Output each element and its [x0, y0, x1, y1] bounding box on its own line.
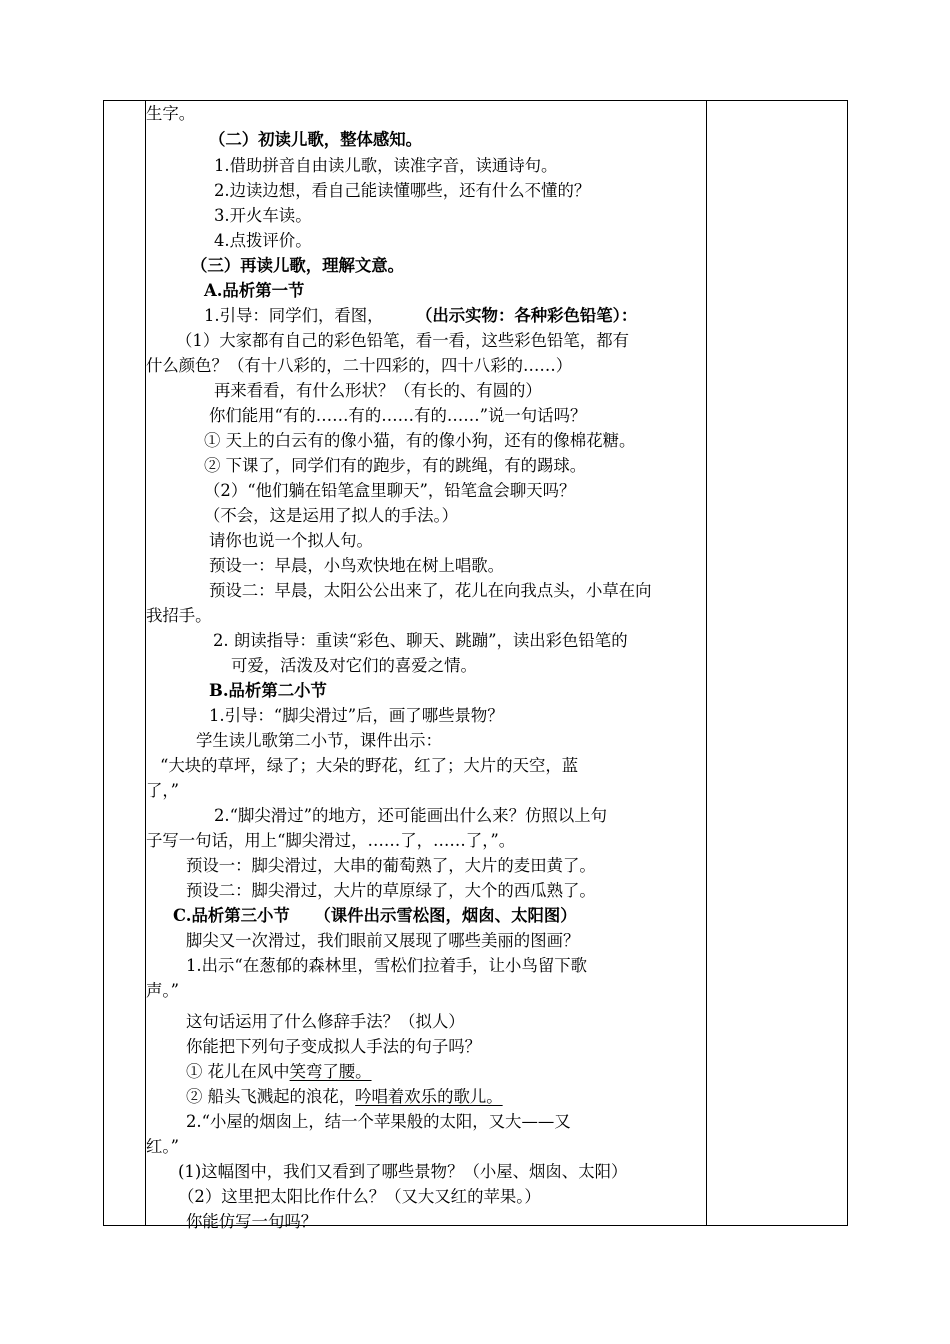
line-text: C.品析第三小节 （课件出示雪松图，烟囱、太阳图）: [173, 906, 577, 925]
text-line: [186, 1210, 317, 1234]
line-text: 1.借助拼音自由读儿歌，读准字音，读通诗句。: [214, 156, 558, 175]
text-line: [186, 954, 587, 978]
line-text: 2.“脚尖滑过”的地方，还可能画出什么来？仿照以上句: [214, 806, 607, 825]
line-text: ① 天上的白云有的像小猫，有的像小狗，还有的像棉花糖。: [204, 431, 636, 450]
text-line: [178, 1160, 627, 1184]
text-line: [214, 804, 607, 828]
bold-note: （出示实物：各种彩色铅笔）：: [416, 306, 638, 325]
line-text: 2.边读边想，看自己能读懂哪些，还有什么不懂的？: [214, 181, 591, 200]
text-line: [204, 279, 304, 303]
line-text: （二）初读儿歌，整体感知。: [209, 130, 423, 149]
text-line: [186, 929, 579, 953]
text-line: [173, 904, 577, 928]
text-line: [186, 879, 596, 903]
text-line: [160, 754, 578, 778]
text-line: [146, 829, 515, 853]
text-line: [214, 204, 312, 228]
text-line: [186, 854, 596, 878]
text-line: [178, 1185, 541, 1209]
line-text: （三）再读儿歌，理解文意。: [191, 256, 405, 275]
text-line: [209, 679, 327, 703]
text-line: [146, 979, 179, 1003]
line-text: 3.开火车读。: [214, 206, 312, 225]
text-line: [186, 1010, 465, 1034]
text-line: [204, 454, 586, 478]
text-line: [209, 554, 504, 578]
line-text: 再来看看，有什么形状？（有长的、有圆的）: [214, 381, 542, 400]
text-line: [146, 779, 179, 803]
text-line: [231, 654, 477, 678]
line-text: 4.点拨评价。: [214, 231, 312, 250]
text-line: [214, 379, 542, 403]
lesson-table: [103, 100, 848, 1231]
line-text: 预设一：早晨，小鸟欢快地在树上唱歌。: [209, 556, 505, 575]
text-line: [186, 1110, 571, 1134]
line-text: 学生读儿歌第二小节，课件出示：: [196, 731, 442, 750]
text-line: [196, 729, 442, 753]
text-line: [146, 354, 572, 378]
line-text: 你能把下列句子变成拟人手法的句子吗？: [186, 1037, 482, 1056]
line-text: (1)这幅图中，我们又看到了哪些景物？（小屋、烟囱、太阳）: [178, 1162, 628, 1181]
line-text: 1.引导：同学们，看图，: [204, 306, 384, 325]
line-text: 2.“小屋的烟囱上，结一个苹果般的太阳，又大——又: [186, 1112, 571, 1131]
text-line: [209, 579, 652, 603]
line-text: ② 船头飞溅起的浪花，: [186, 1087, 356, 1106]
line-text: 预设二：脚尖滑过，大片的草原绿了，大个的西瓜熟了。: [186, 881, 596, 900]
text-line: [204, 304, 638, 328]
line-text: “大块的草坪，绿了；大朵的野花，红了；大片的天空，蓝: [160, 756, 579, 775]
underlined-text: 笑弯了腰。: [289, 1062, 372, 1081]
column-divider-left: [145, 101, 146, 1225]
line-text: （不会，这是运用了拟人的手法。）: [204, 506, 459, 525]
line-text: 可爱，活泼及对它们的喜爱之情。: [231, 656, 477, 675]
line-text: 预设二：早晨，太阳公公出来了，花儿在向我点头，小草在向: [209, 581, 652, 600]
line-text: 脚尖又一次滑过，我们眼前又展现了哪些美丽的图画？: [186, 931, 580, 950]
line-text: A.品析第一节: [204, 281, 305, 300]
text-line: [204, 429, 635, 453]
text-line: [213, 629, 628, 653]
text-line: [209, 529, 373, 553]
line-text: 预设一：脚尖滑过，大串的葡萄熟了，大片的麦田黄了。: [186, 856, 596, 875]
text-line: [186, 1085, 503, 1109]
line-text: 子写一句话，用上“脚尖滑过，……了，……了，”。: [146, 831, 516, 850]
line-text: 生字。: [146, 104, 196, 123]
text-line: [191, 254, 404, 278]
text-line: [146, 102, 195, 126]
text-line: [209, 704, 504, 728]
line-text: 声。”: [146, 981, 179, 1000]
text-line: [186, 1035, 481, 1059]
line-text: ① 花儿在风中: [186, 1062, 290, 1081]
line-text: （1）大家都有自己的彩色铅笔，看一看，这些彩色铅笔，都有: [176, 331, 629, 350]
line-text: （2）这里把太阳比作什么？（又大又红的苹果。）: [178, 1187, 541, 1206]
text-line: [204, 504, 458, 528]
text-line: [176, 329, 629, 353]
line-text: 1.出示“在葱郁的森林里，雪松们拉着手，让小鸟留下歌: [186, 956, 588, 975]
text-line: [146, 1135, 179, 1159]
column-divider-right: [706, 101, 707, 1225]
text-line: [209, 404, 586, 428]
line-text: 了，”: [146, 781, 179, 800]
line-text: 这句话运用了什么修辞手法？（拟人）: [186, 1012, 465, 1031]
line-text: 我招手。: [146, 606, 212, 625]
line-text: 你能仿写一句吗？: [186, 1212, 318, 1231]
text-line: [186, 1060, 372, 1084]
line-text: 请你也说一个拟人句。: [209, 531, 373, 550]
line-text: ② 下课了，同学们有的跑步，有的跳绳，有的踢球。: [204, 456, 587, 475]
line-text: 红。”: [146, 1137, 179, 1156]
line-text: B.品析第二小节: [209, 681, 327, 700]
line-text: （2）“他们躺在铅笔盒里聊天”，铅笔盒会聊天吗？: [204, 481, 576, 500]
text-line: [214, 154, 557, 178]
line-text: 2. 朗读指导：重读“彩色、聊天、跳蹦”，读出彩色铅笔的: [213, 631, 628, 650]
text-line: [209, 128, 422, 152]
text-line: [146, 604, 212, 628]
line-text: 什么颜色？（有十八彩的，二十四彩的，四十八彩的……）: [146, 356, 573, 375]
text-line: [214, 179, 590, 203]
text-line: [204, 479, 575, 503]
text-line: [214, 229, 312, 253]
underlined-text: 吟唱着欢乐的歌儿。: [355, 1087, 503, 1106]
line-text: 你们能用“有的……有的……有的……”说一句话吗？: [209, 406, 587, 425]
line-text: 1.引导：“脚尖滑过”后，画了哪些景物？: [209, 706, 504, 725]
